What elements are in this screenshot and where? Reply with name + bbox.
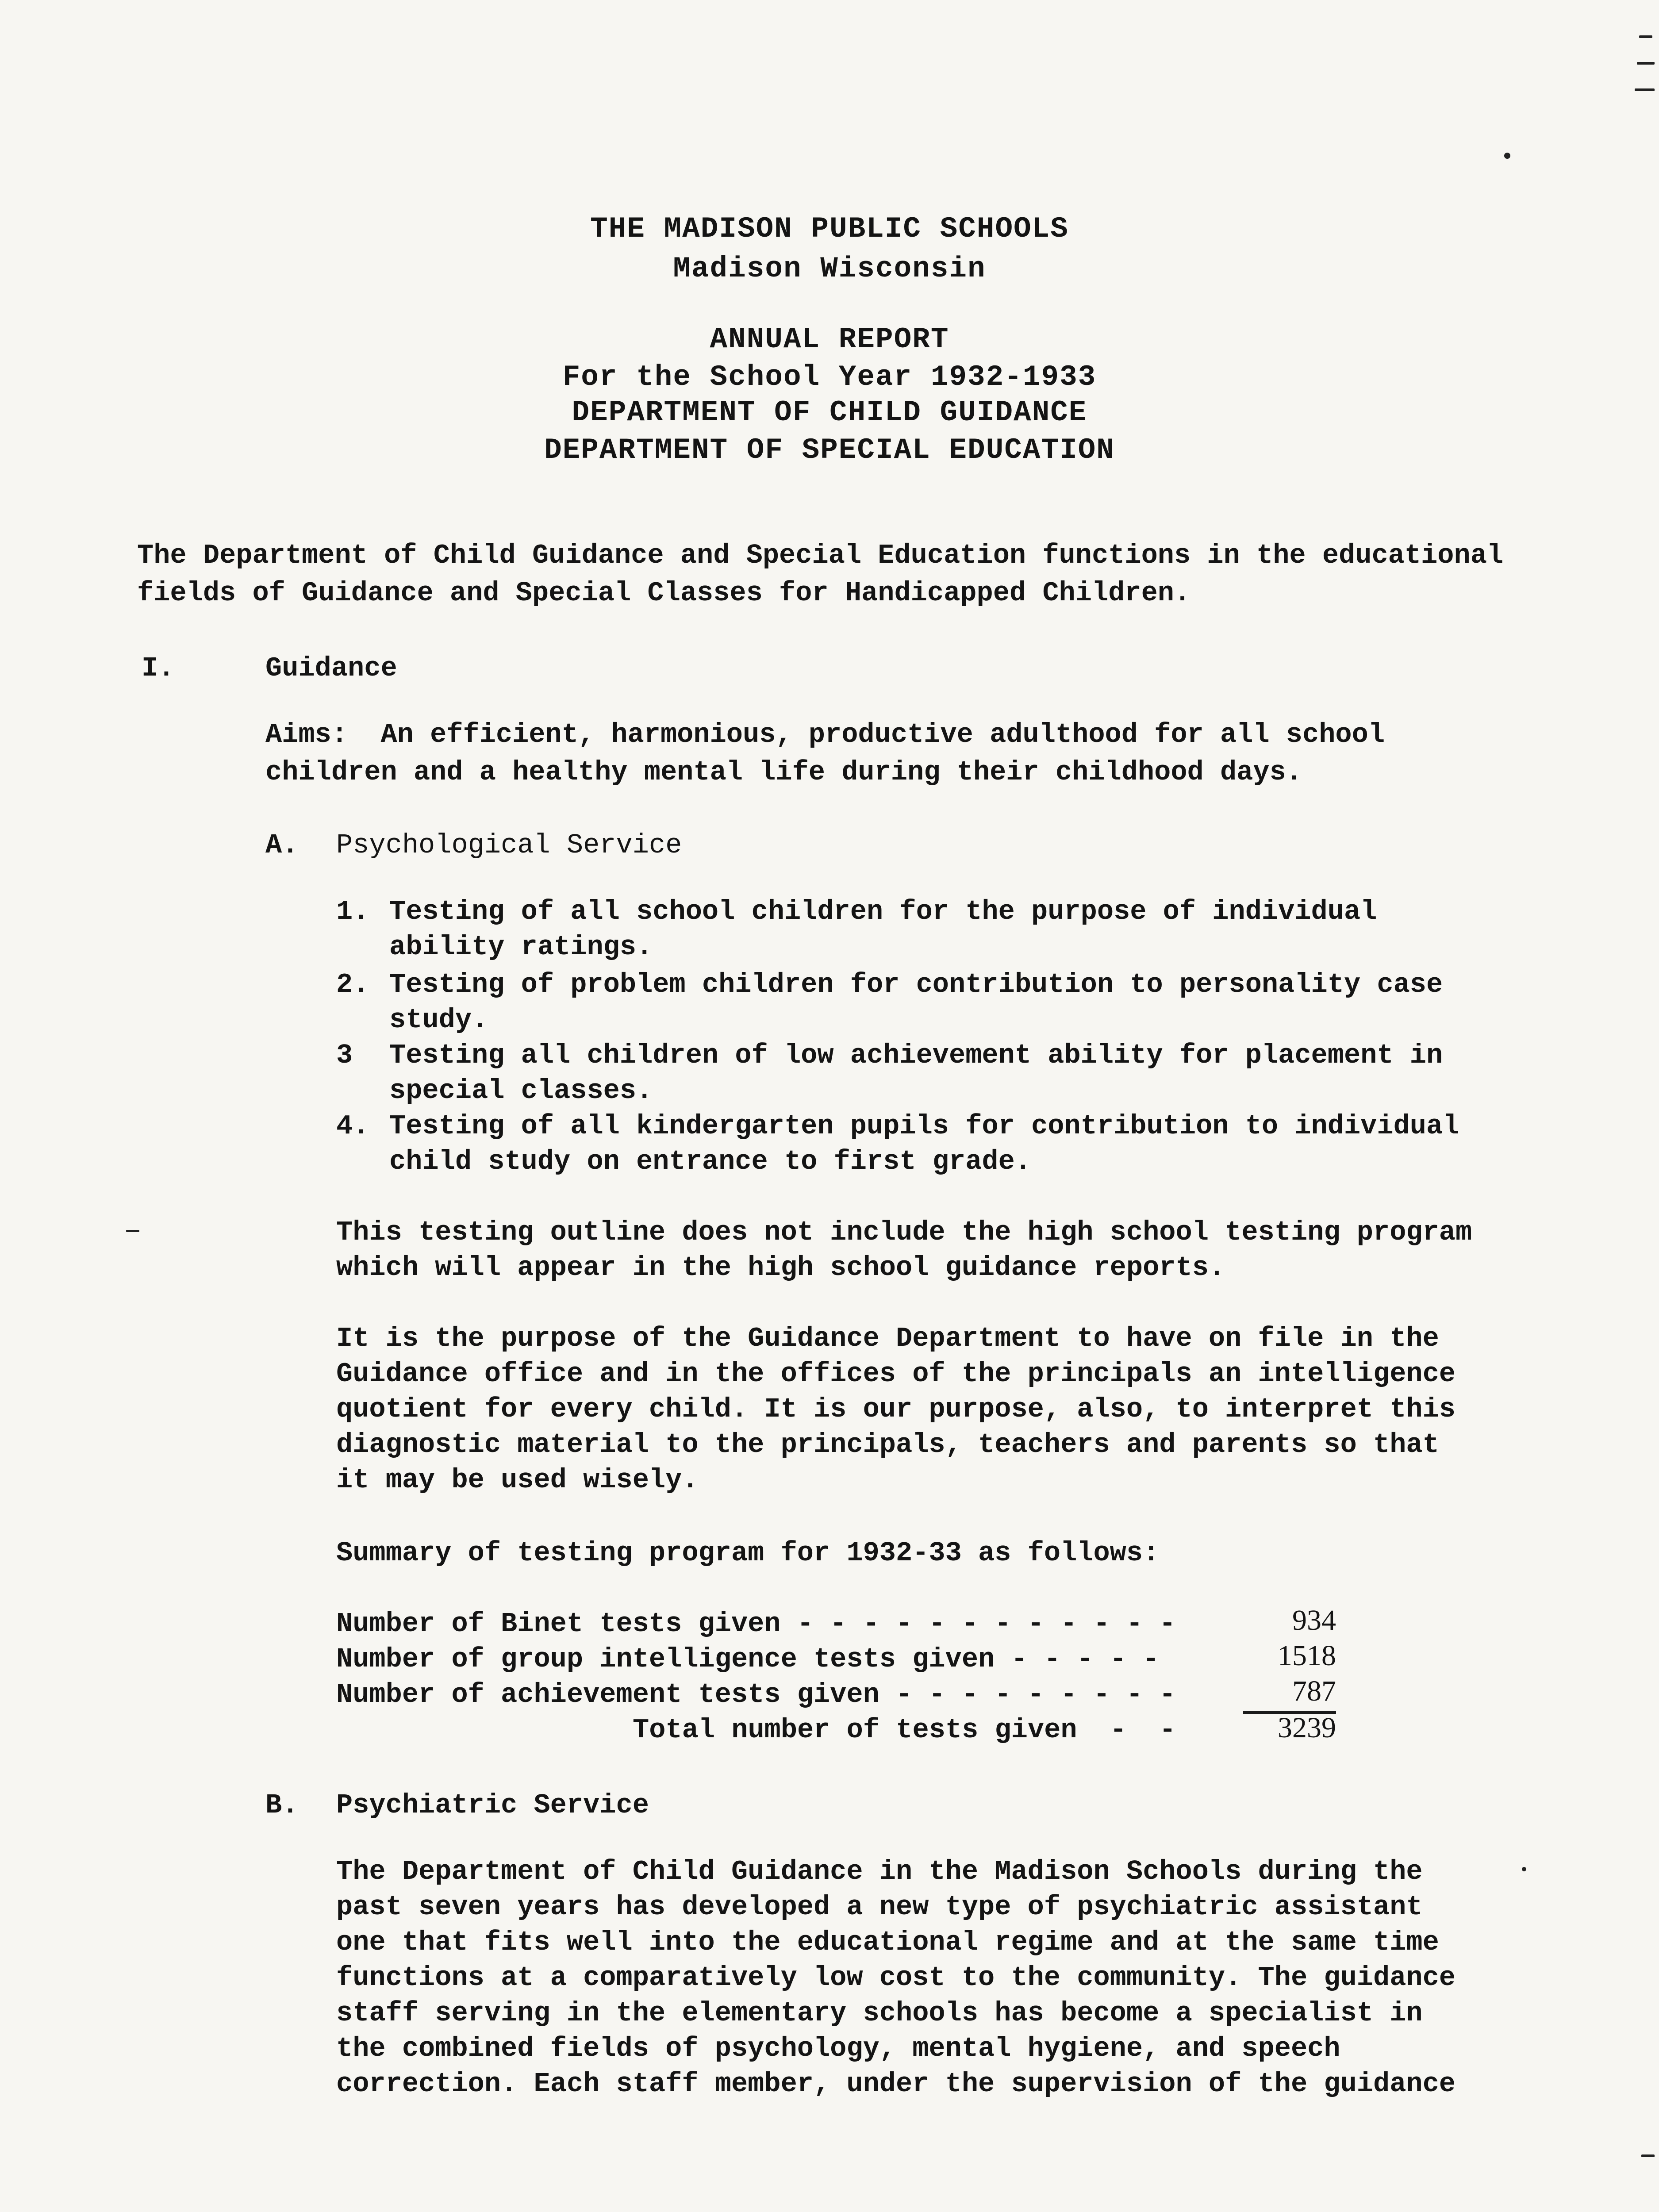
aims-line-1: Aims: An efficient, harmonious, productive adulthood for all school [265, 719, 1385, 750]
department-child-guidance: DEPARTMENT OF CHILD GUIDANCE [572, 396, 1087, 429]
scan-edge-mark [1641, 2154, 1655, 2157]
paragraph-line: correction. Each staff member, under the supervision of the guidance [336, 2068, 1456, 2100]
tally-row-label: Number of achievement tests given - - - - - - - - - [336, 1679, 1176, 1710]
subsection-letter: A. [265, 830, 299, 861]
tally-row-value: 1518 [1278, 1640, 1336, 1672]
tally-row-value: 787 [1292, 1675, 1336, 1707]
city: Madison [673, 252, 802, 285]
school-year: For the School Year 1932-1933 [562, 361, 1097, 394]
tally-row-label: Number of group intelligence tests given - - - - - [336, 1644, 1160, 1675]
paragraph-line: functions at a comparatively low cost to the community. The guidance [336, 1962, 1456, 1993]
paragraph-line: it may be used wisely. [336, 1464, 699, 1496]
tally-row-value: 934 [1292, 1604, 1336, 1636]
total-label: Total number of tests given - - [633, 1714, 1176, 1746]
section-number: I. [142, 653, 175, 684]
paragraph-line: one that fits well into the educational regime and at the same time [336, 1927, 1439, 1958]
report-title: ANNUAL REPORT [710, 323, 949, 356]
paragraph-line: Guidance office and in the offices of the principals an intelligence [336, 1358, 1456, 1390]
paragraph-line: diagnostic material to the principals, teachers and parents so that [336, 1429, 1439, 1460]
list-item-number: 4. [336, 1110, 369, 1142]
list-item-text: special classes. [389, 1075, 653, 1106]
paragraph-line: the combined fields of psychology, mental hygiene, and speech [336, 2033, 1340, 2064]
intro-line-1: The Department of Child Guidance and Special Education functions in the educational [137, 540, 1504, 571]
paragraph-line: This testing outline does not include the high school testing program [336, 1217, 1472, 1248]
section-title: Guidance [265, 653, 397, 684]
list-item-text: Testing of all kindergarten pupils for contribution to individual [389, 1110, 1459, 1142]
list-item-number: 3 [336, 1040, 353, 1071]
paragraph-line: quotient for every child. It is our purpose, also, to interpret this [336, 1394, 1456, 1425]
scan-edge-mark [1639, 35, 1652, 38]
list-item-text: ability ratings. [389, 931, 653, 963]
department-special-education: DEPARTMENT OF SPECIAL EDUCATION [544, 434, 1115, 467]
scan-speck [1504, 153, 1510, 159]
list-item-number: 2. [336, 969, 369, 1000]
paragraph-line: It is the purpose of the Guidance Department to have on file in the [336, 1323, 1439, 1354]
list-item-number: 1. [336, 896, 369, 927]
tally-row-label: Number of Binet tests given - - - - - - - - - - - - [336, 1608, 1176, 1640]
paragraph-line: staff serving in the elementary schools has become a specialist in [336, 1997, 1423, 2029]
aims-label: Aims: [265, 719, 348, 750]
list-item-text: Testing of problem children for contribution to personality case [389, 969, 1443, 1000]
school-name: THE MADISON PUBLIC SCHOOLS [590, 212, 1069, 246]
total-value: 3239 [1278, 1712, 1336, 1744]
scan-speck [126, 1230, 139, 1232]
paragraph-line: The Department of Child Guidance in the Madison Schools during the [336, 1856, 1423, 1887]
list-item-text: study. [389, 1004, 488, 1036]
subsection-title: Psychological Service [336, 830, 682, 861]
state: Wisconsin [820, 252, 986, 285]
scan-speck [1522, 1867, 1526, 1871]
list-item-text: Testing of all school children for the purpose of individual [389, 896, 1377, 927]
paragraph-line: which will appear in the high school guidance reports. [336, 1252, 1225, 1283]
summary-label: Summary of testing program for 1932-33 as follows: [336, 1537, 1160, 1569]
scan-edge-mark [1637, 62, 1655, 65]
paragraph-line: past seven years has developed a new type of psychiatric assistant [336, 1891, 1423, 1923]
list-item-text: child study on entrance to first grade. [389, 1146, 1032, 1177]
subsection-letter: B. [265, 1790, 299, 1821]
city-state-line [0, 252, 1659, 285]
list-item-text: Testing all children of low achievement ability for placement in [389, 1040, 1443, 1071]
intro-line-2: fields of Guidance and Special Classes for Handicapped Children. [137, 577, 1191, 609]
scan-edge-mark [1635, 88, 1655, 91]
subsection-title: Psychiatric Service [336, 1790, 649, 1821]
aims-line-2: children and a healthy mental life during their childhood days. [265, 757, 1302, 788]
